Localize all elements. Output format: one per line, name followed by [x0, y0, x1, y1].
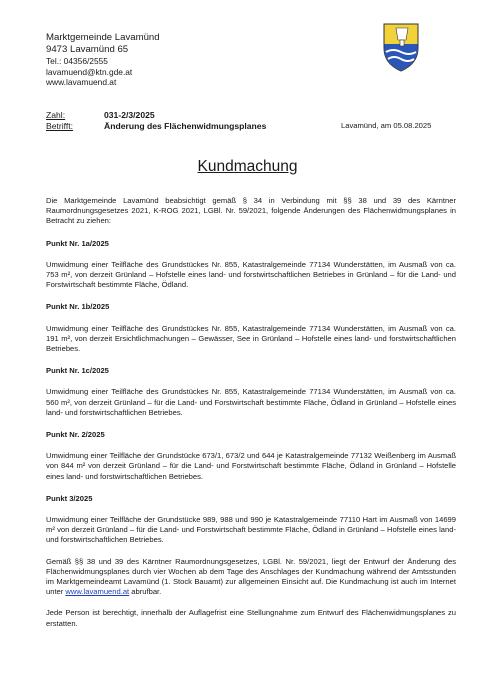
municipality-name: Marktgemeinde Lavamünd [46, 32, 160, 43]
point-text: Umwidmung einer Teilfläche des Grundstückes Nr. 855, Katastralgemeinde 77134 Wunderstätten, im Ausmaß von ca. 753 m², von derzeit Grünland – Hofstelle eines land- und forstwirtschaftlichen Betriebes in Grünland – für die Land- und Forstwirtschaft bestimmte Fläche, Ödland. [46, 259, 456, 290]
point-title: Punkt 3/2025 [46, 493, 93, 503]
document-body [46, 196, 456, 629]
betrifft-value: Änderung des Flächenwidmungsplanes [104, 121, 267, 131]
intro-paragraph: Die Marktgemeinde Lavamünd beabsichtigt gemäß § 34 in Verbindung mit §§ 38 und 39 des Kärntner Raumordnungsgesetzes 2021, K-ROG 2021, LGBl. Nr. 59/2021, folgende Änderungen des Flächenwidmungsplanes in Betracht zu ziehen: [46, 196, 456, 226]
closing-text-after-link: abrufbar. [129, 587, 162, 597]
point-title: Punkt Nr. 1c/2025 [46, 366, 109, 376]
point-text: Umwidmung einer Teilfläche des Grundstückes Nr. 855, Katastralgemeinde 77134 Wunderstätten, im Ausmaß von ca. 191 m², von derzeit Ersichtlichmachungen – Gewässer, See in Grünland – Hofstelle eines land- und forstwirtschaftlichen Betriebes. [46, 323, 456, 354]
zahl-label: Zahl: [46, 110, 66, 120]
page-title: Kundmachung [197, 158, 298, 175]
point-title: Punkt Nr. 2/2025 [46, 430, 105, 440]
website-link[interactable]: www.lavamuend.at [65, 587, 130, 597]
betrifft-label: Betrifft: [46, 121, 74, 131]
document-date: Lavamünd, am 05.08.2025 [341, 121, 432, 130]
coat-of-arms-icon [382, 22, 420, 72]
zahl-value: 031-2/3/2025 [104, 110, 155, 120]
postal-address: 9473 Lavamünd 65 [46, 44, 129, 55]
letterhead [46, 32, 160, 88]
point-text: Umwidmung einer Teilfläche der Grundstücke 989, 988 und 990 je Katastralgemeinde 77110 Hart im Ausmaß von 14699 m² von derzeit Grünland – für die Land- und Forstwirtschaft bestimmte Fläche, Ödland in Grünland – Hofstelle eines land- und forstwirtschaftlichen Betriebes. [46, 515, 456, 545]
reference-block [46, 110, 266, 132]
website: www.lavamuend.at [46, 77, 117, 87]
point-text: Umwidmung einer Teilfläche des Grundstückes Nr. 855, Katastralgemeinde 77134 Wunderstätten, im Ausmaß von ca. 560 m², von derzeit Grünland – für die Land- und Forstwirtschaft bestimmte Fläche, Ödland in Grünland – Hofstelle eines land- und forstwirtschaftlichen Betriebes. [46, 387, 456, 417]
point-title: Punkt Nr. 1a/2025 [46, 238, 109, 248]
closing-paragraph [46, 557, 456, 598]
email: lavamuend@ktn.gde.at [46, 66, 133, 77]
point-text: Umwidmung einer Teilfläche der Grundstücke 673/1, 673/2 und 644 je Katastralgemeinde 77132 Weißenberg im Ausmaß von 844 m² von derzeit Grünland – für die Land- und Forstwirtschaft bestimmte Fläche, Ödland in Grünland – Hofstelle eines land- und forstwirtschaftlichen Betriebes. [46, 451, 456, 481]
point-title: Punkt Nr. 1b/2025 [46, 302, 110, 312]
closing-text-before-link: Gemäß §§ 38 und 39 des Kärntner Raumordnungsgesetzes, LGBl. Nr. 59/2021, liegt der Entwurf der Änderung des Flächenwidmungsplanes durch vier Wochen ab dem Tage des Anschlages der Kundmachung während der Amtsstunden im Marktgemeindeamt Lavamünd (1. Stock Bauamt) zur allgemeinen Einsicht auf. Die Kundmachung ist auch im Internet unter [46, 556, 456, 597]
final-paragraph: Jede Person ist berechtigt, innerhalb der Auflagefrist eine Stellungnahme zum Entwurf des Flächenwidmungsplanes zu erstatten. [46, 608, 456, 628]
phone: Tel.: 04356/2555 [46, 56, 108, 66]
